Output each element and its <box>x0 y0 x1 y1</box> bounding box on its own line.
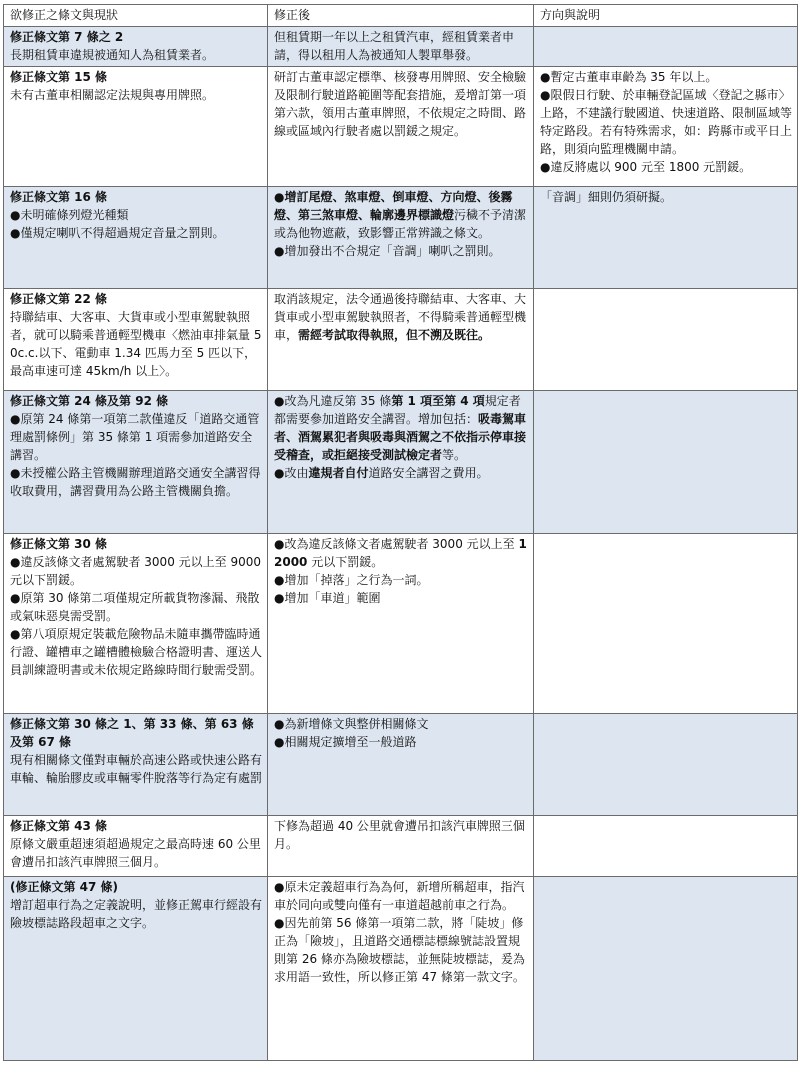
revised-plain-text: 取消該規定，法令通過後持聯結車、大客車、大貨車或小型車駕駛執照者，不得騎乘普通輕型機車， <box>274 292 527 342</box>
revised-plain-text: 污穢不予清潔或為他物遮蔽，致影響正常辨識之條文。 <box>274 208 527 240</box>
current-text: 現有相關條文僅對車輛於高速公路或快速公路有車輪、輪胎膠皮或車輛零件脫落等行為定有處罰 <box>10 753 263 785</box>
table-row <box>4 534 798 714</box>
current-cell <box>4 534 268 714</box>
revised-text <box>274 535 528 571</box>
current-text: 長期租賃車違規被通知人為租賃業者。 <box>10 48 215 62</box>
table-header-row <box>4 5 798 27</box>
current-cell <box>4 816 268 877</box>
revised-bold-text: 吸毒駕車者、酒駕累犯者與吸毒與酒駕之不依指示停車接受稽查，或拒絕接受測試檢定者 <box>274 412 527 462</box>
article-title: 修正條文第 7 條之 2 <box>10 30 124 44</box>
revised-text: 下修為超過 40 公里就會遭吊扣該汽車牌照三個月。 <box>274 819 525 851</box>
current-cell <box>4 289 268 391</box>
current-cell <box>4 714 268 816</box>
table-row <box>4 816 798 877</box>
current-text: 持聯結車、大客車、大貨車或小型車駕駛執照者，就可以騎乘普通輕型機車〈燃油車排氣量 50c.c.以下、電動車 1.34 匹馬力至 5 匹以下，最高車速可達 45km/h 以上〉。 <box>10 310 262 378</box>
revised-cell <box>268 187 534 289</box>
regulation-table-wrapper <box>3 4 797 1061</box>
revised-text <box>274 290 528 344</box>
article-title: 修正條文第 15 條 <box>10 70 108 84</box>
article-title: (修正條文第 47 條) <box>10 880 119 894</box>
table-row <box>4 391 798 534</box>
note-text: 「音調」細則仍須研擬。 <box>540 190 673 204</box>
article-title: 修正條文第 22 條 <box>10 292 108 306</box>
revised-bold-text: 違規者自付 <box>308 466 369 480</box>
revised-text: ●原未定義超車行為為何，新增所稱超車，指汽車於同向或雙向僅有一車道超越前車之行為。 <box>274 880 525 912</box>
revised-cell <box>268 816 534 877</box>
revised-text: ●增加發出不合規定「音調」喇叭之罰則。 <box>274 244 501 258</box>
regulation-comparison-table <box>3 4 798 1061</box>
current-cell <box>4 391 268 534</box>
notes-cell <box>534 27 798 67</box>
revised-bold-text: ●增訂尾燈、煞車燈、倒車燈、方向燈、後霧燈、第三煞車燈、輪廓邊界標識燈 <box>274 190 513 222</box>
current-cell <box>4 27 268 67</box>
revised-text <box>274 188 528 242</box>
header-current: 欲修正之條文與現狀 <box>4 5 268 27</box>
table-row <box>4 67 798 187</box>
current-text: 未有古董車相關認定法規與專用牌照。 <box>10 88 215 102</box>
revised-text: 研訂古董車認定標準、核發專用牌照、安全檢驗及限制行駛道路範圍等配套措施，爰增訂第一項第六款，領用古董車牌照，不依規定之時間、路線或區域內行駛者處以罰鍰之規定。 <box>274 70 527 138</box>
table-row <box>4 714 798 816</box>
current-text: ●第八項原規定裝載危險物品未隨車攜帶臨時通行證、罐槽車之罐槽體檢驗合格證明書、運送人員訓練證明書或未依規定路線時間行駛需受罰。 <box>10 627 263 677</box>
current-cell <box>4 877 268 1061</box>
notes-cell <box>534 534 798 714</box>
revised-plain-text: ●改為違反該條文者處駕駛者 3000 元以上至 <box>274 537 519 551</box>
revised-bold-text: 需經考試取得執照，但不溯及既往。 <box>298 328 491 342</box>
revised-text: 但租賃期一年以上之租賃汽車，經租賃業者申請，得以租用人為被通知人製單舉發。 <box>274 30 515 62</box>
revised-cell <box>268 714 534 816</box>
revised-text <box>274 392 528 464</box>
note-text: ●暫定古董車車齡為 35 年以上。 <box>540 70 718 84</box>
revised-text: ●為新增條文與整併相關條文 <box>274 717 429 731</box>
current-text: ●原第 24 條第一項第二款僅違反「道路交通管理處罰條例」第 35 條第 1 項需參加道路安全講習。 <box>10 412 260 462</box>
header-revised: 修正後 <box>268 5 534 27</box>
revised-plain-text: 道路安全講習之費用。 <box>368 466 489 480</box>
revised-text: ●增加「掉落」之行為一詞。 <box>274 573 429 587</box>
note-text: ●限假日行駛、於車輛登記區域〈登記之縣市〉上路，不建議行駛國道、快速道路、限制區域等特定路段。若有特殊需求，如：跨縣市或平日上路，則須向監理機關申請。 <box>540 88 793 156</box>
current-text: ●原第 30 條第二項僅規定所載貨物滲漏、飛散或氣味惡臭需受罰。 <box>10 591 260 623</box>
current-text: ●未明確條列燈光種類 <box>10 208 129 222</box>
current-cell <box>4 187 268 289</box>
table-row <box>4 187 798 289</box>
notes-cell <box>534 816 798 877</box>
table-row <box>4 877 798 1061</box>
revised-plain-text: 等。 <box>442 448 467 462</box>
revised-cell <box>268 534 534 714</box>
revised-text <box>274 464 528 482</box>
table-row <box>4 289 798 391</box>
current-cell <box>4 67 268 187</box>
article-title: 修正條文第 24 條及第 92 條 <box>10 394 169 408</box>
revised-cell <box>268 289 534 391</box>
notes-cell <box>534 187 798 289</box>
article-title: 修正條文第 30 條之 1、第 33 條、第 63 條及第 67 條 <box>10 717 254 749</box>
revised-bold-text: 第 1 項至第 4 項 <box>391 394 485 408</box>
current-text: ●違反該條文者處駕駛者 3000 元以上至 9000 元以下罰鍰。 <box>10 555 261 587</box>
revised-plain-text: ●改為凡違反第 35 條 <box>274 394 392 408</box>
current-text: ●未授權公路主管機關辦理道路交通安全講習得收取費用，講習費用為公路主管機關負擔。 <box>10 466 261 498</box>
table-row <box>4 27 798 67</box>
revised-text: ●因先前第 56 條第一項第二款，將「陡坡」修正為「險坡」，且道路交通標誌標線號誌設置規則第 26 條亦為險坡標誌，並無陡坡標誌，爰為求用語一致性，所以修正第 47 條第一款文字。 <box>274 916 525 984</box>
revised-text: ●增加「車道」範圍 <box>274 591 381 605</box>
revised-cell <box>268 67 534 187</box>
current-text: 增訂超車行為之定義說明，並修正駕車行經設有險坡標誌路段超車之文字。 <box>10 898 263 930</box>
current-text: 原條文嚴重超速須超過規定之最高時速 60 公里會遭吊扣該汽車牌照三個月。 <box>10 837 261 869</box>
notes-cell <box>534 877 798 1061</box>
revised-bold-text: 12000 <box>274 537 527 569</box>
notes-cell <box>534 289 798 391</box>
notes-cell <box>534 67 798 187</box>
revised-plain-text: 元以下罰鍰。 <box>307 555 384 569</box>
notes-cell <box>534 714 798 816</box>
revised-text: ●相關規定擴增至一般道路 <box>274 735 417 749</box>
header-notes: 方向與說明 <box>534 5 798 27</box>
article-title: 修正條文第 43 條 <box>10 819 108 833</box>
revised-cell <box>268 877 534 1061</box>
article-title: 修正條文第 16 條 <box>10 190 108 204</box>
revised-plain-text: ●改由 <box>274 466 309 480</box>
revised-cell <box>268 27 534 67</box>
revised-plain-text: 規定者都需要參加道路安全講習。增加包括： <box>274 394 521 426</box>
notes-cell <box>534 391 798 534</box>
article-title: 修正條文第 30 條 <box>10 537 108 551</box>
revised-cell <box>268 391 534 534</box>
current-text: ●僅規定喇叭不得超過規定音量之罰則。 <box>10 226 225 240</box>
note-text: ●違反將處以 900 元至 1800 元罰鍰。 <box>540 160 752 174</box>
